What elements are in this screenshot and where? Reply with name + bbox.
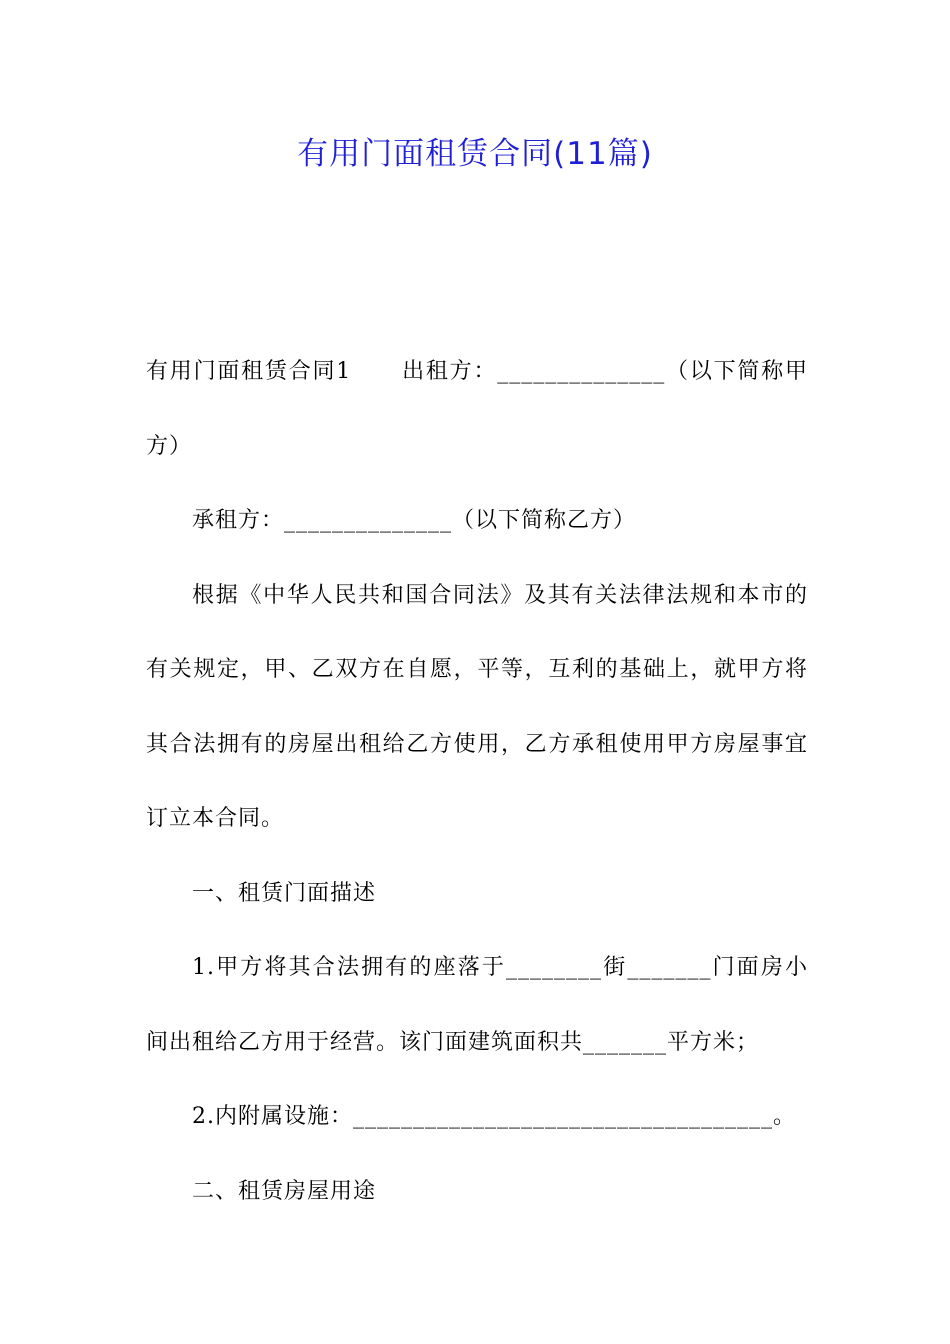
clause-2: 2.内附属设施：___________________________________。 — [192, 1104, 796, 1129]
section-heading-1: 一、租赁门面描述 — [192, 880, 377, 906]
lessor-line: 出租方：______________（以下简称甲方） — [146, 359, 808, 459]
document-title: 有用门面租赁合同(11篇) — [297, 136, 653, 172]
contract-heading: 有用门面租赁合同1 — [146, 359, 352, 384]
section-heading-2: 二、租赁房屋用途 — [192, 1178, 377, 1204]
clause-1: 1.甲方将其合法拥有的座落于________街_______门面房小间出租给乙方用于经营。该门面建筑面积共_______平方米； — [146, 955, 808, 1055]
lessee-paragraph: 承租方：______________（以下简称乙方） — [192, 508, 637, 533]
preamble-paragraph: 根据《中华人民共和国合同法》及其有关法律法规和本市的有关规定，甲、乙双方在自愿，平等，互利的基础上，就甲方将其合法拥有的房屋出租给乙方使用，乙方承租使用甲方房屋事宜订立本合同。 — [146, 582, 808, 831]
document-body — [146, 335, 808, 1229]
lessor-paragraph — [146, 335, 808, 484]
